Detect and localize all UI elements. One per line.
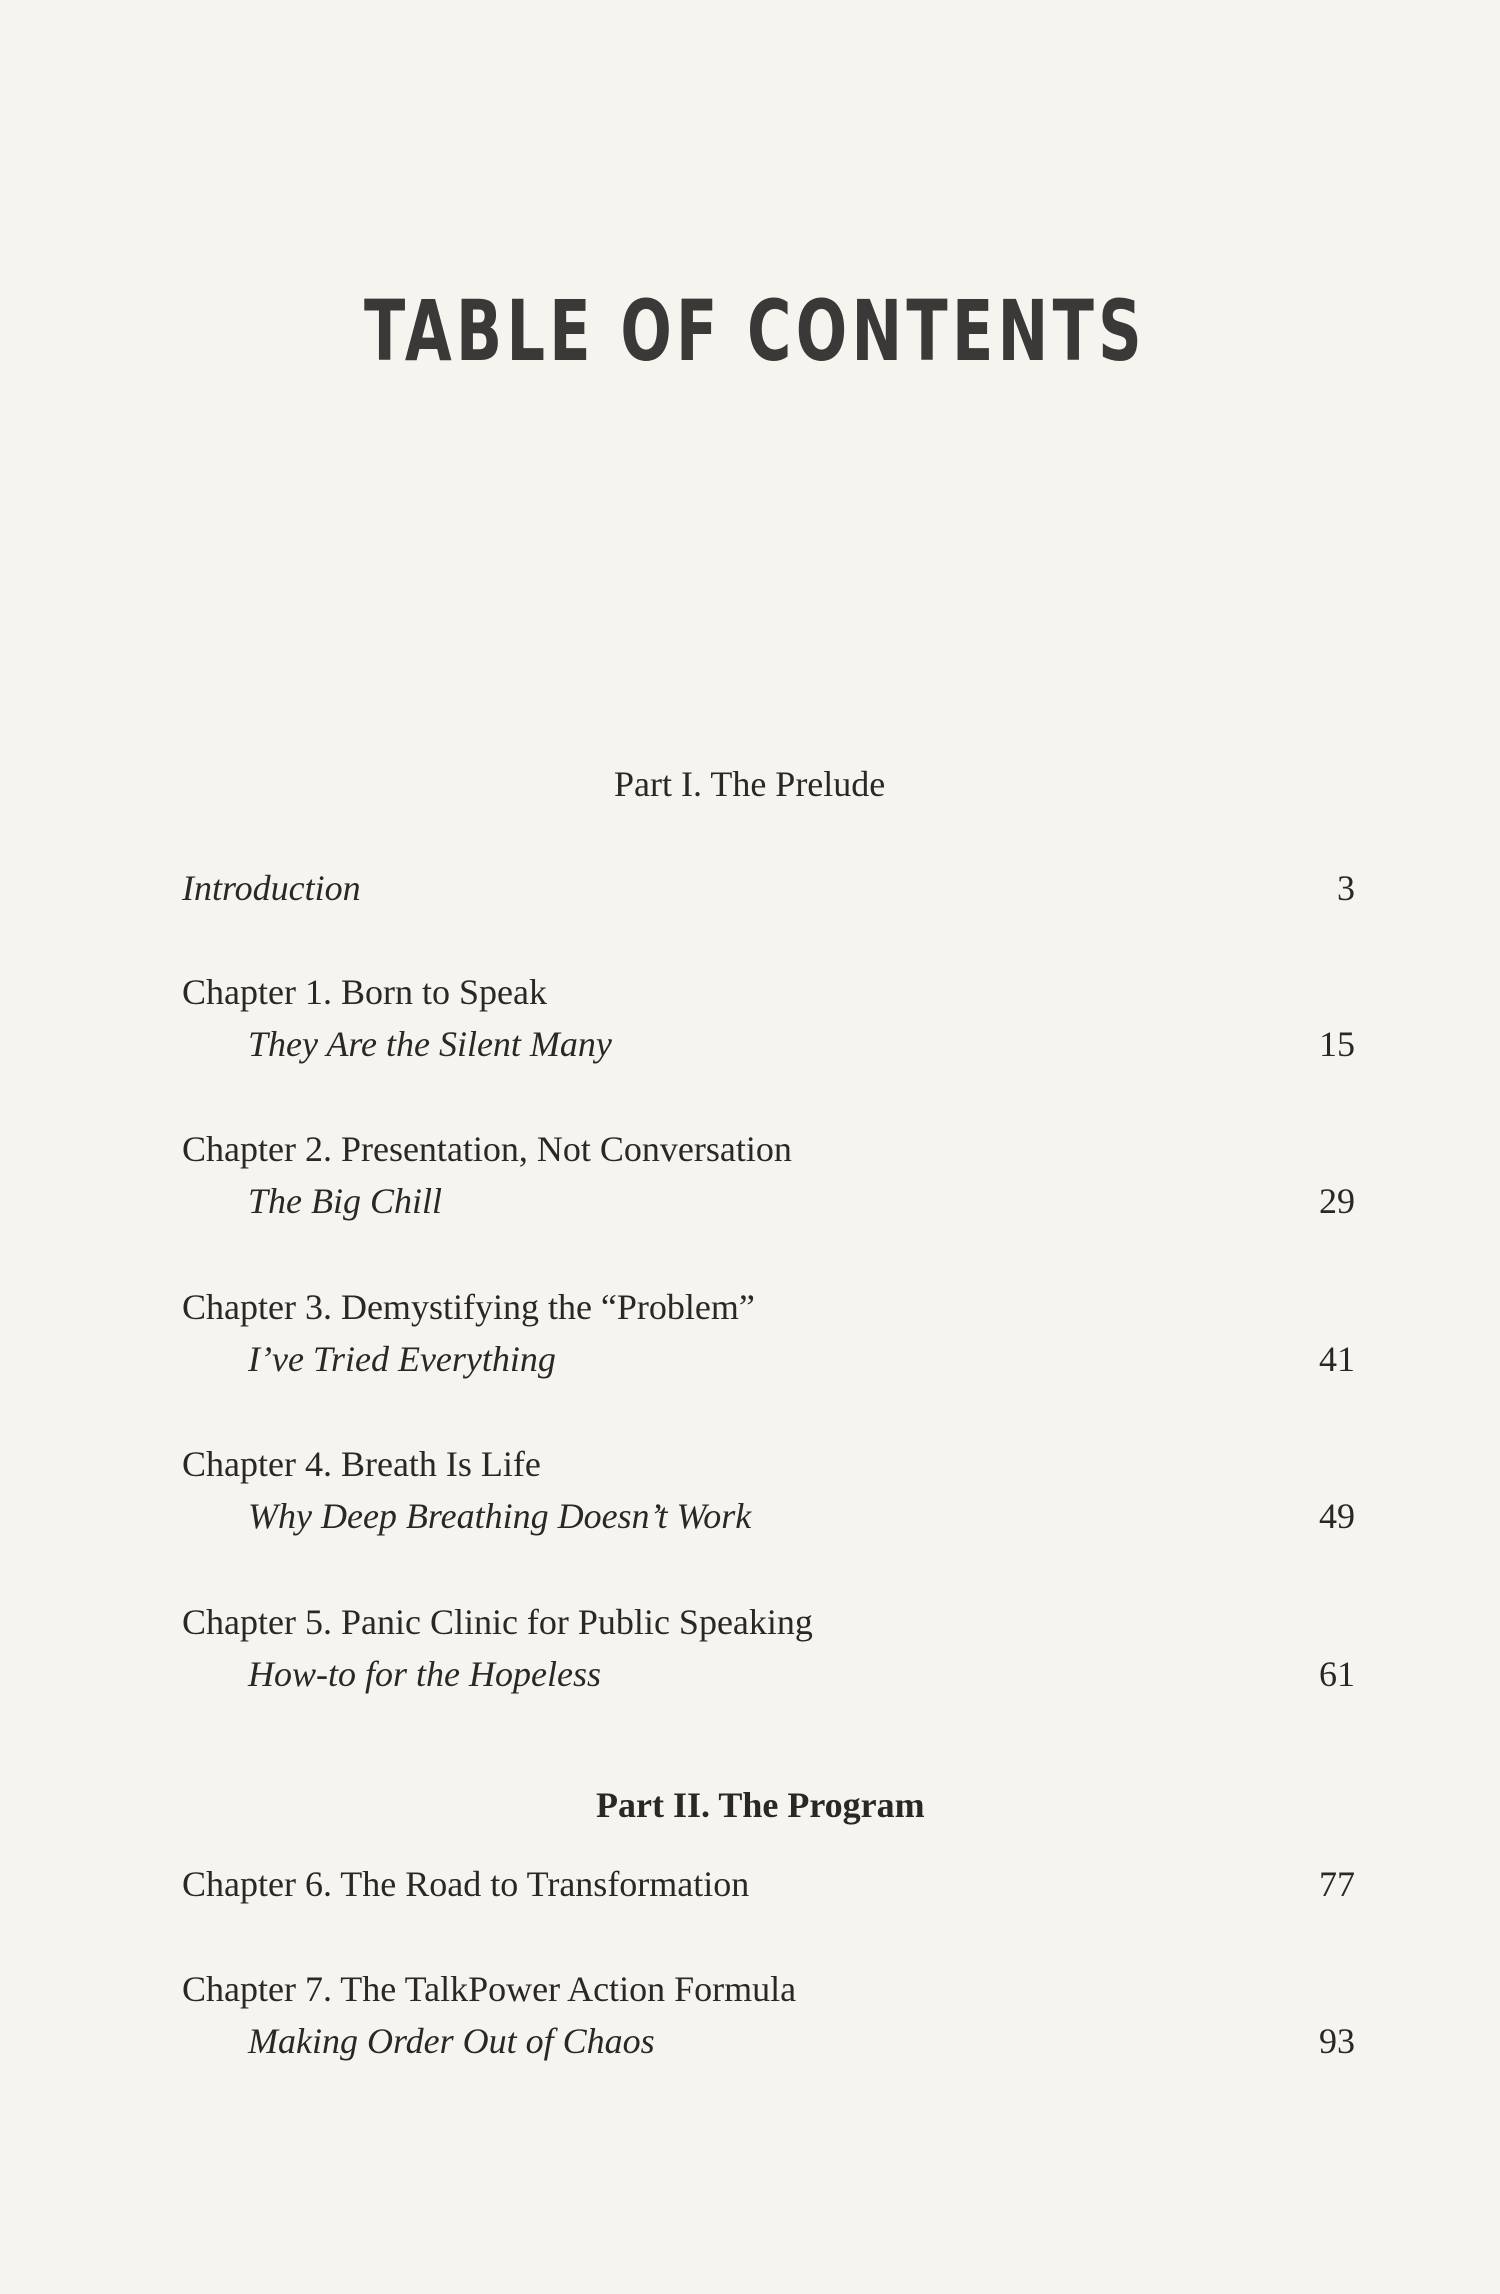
page-number: 29 <box>1319 1181 1355 1221</box>
part-heading: Part I. The Prelude <box>614 764 886 804</box>
toc-entry-introduction[interactable] <box>182 862 1355 914</box>
part-heading: Part II. The Program <box>596 1785 925 1825</box>
toc-entry-chapter-7[interactable] <box>182 1963 1355 2067</box>
chapter-title: Chapter 1. Born to Speak <box>182 972 547 1012</box>
page-number: 15 <box>1319 1024 1355 1064</box>
toc-entry-chapter-3[interactable] <box>182 1281 1355 1385</box>
chapter-subtitle: They Are the Silent Many <box>248 1024 612 1064</box>
toc-entry-chapter-5[interactable] <box>182 1596 1355 1700</box>
chapter-subtitle: How-to for the Hopeless <box>248 1654 601 1694</box>
entry-title: Introduction <box>182 868 361 908</box>
chapter-title: Chapter 3. Demystifying the “Problem” <box>182 1287 755 1327</box>
chapter-title: Chapter 2. Presentation, Not Conversation <box>182 1129 792 1169</box>
page-number: 93 <box>1319 2021 1355 2061</box>
chapter-title: Chapter 7. The TalkPower Action Formula <box>182 1969 797 2009</box>
chapter-title: Chapter 6. The Road to Transformation <box>182 1864 750 1904</box>
toc-entry-chapter-1[interactable] <box>182 966 1355 1070</box>
chapter-subtitle: The Big Chill <box>248 1181 443 1221</box>
page-number: 41 <box>1319 1339 1355 1379</box>
chapter-title: Chapter 5. Panic Clinic for Public Speaking <box>182 1602 813 1642</box>
toc-entry-chapter-2[interactable] <box>182 1123 1355 1227</box>
page-title: TABLE OF CONTENTS <box>364 282 1147 380</box>
page-number: 77 <box>1319 1864 1355 1904</box>
page-number: 3 <box>1337 868 1355 908</box>
chapter-subtitle: Making Order Out of Chaos <box>248 2021 655 2061</box>
page-number: 49 <box>1319 1496 1355 1536</box>
toc-entry-chapter-4[interactable] <box>182 1438 1355 1542</box>
toc-entry-chapter-6[interactable] <box>182 1858 1355 1910</box>
chapter-title: Chapter 4. Breath Is Life <box>182 1444 541 1484</box>
page-number: 61 <box>1319 1654 1355 1694</box>
chapter-subtitle: I’ve Tried Everything <box>248 1339 556 1379</box>
chapter-subtitle: Why Deep Breathing Doesn’t Work <box>248 1496 752 1536</box>
